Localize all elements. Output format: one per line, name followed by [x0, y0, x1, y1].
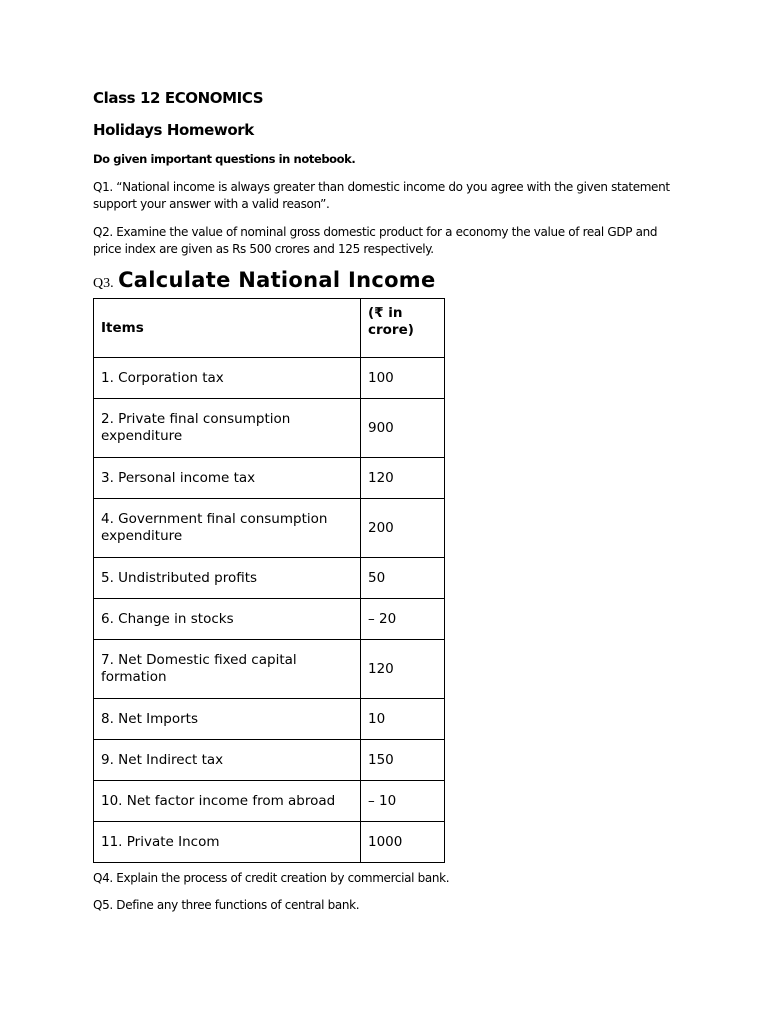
row-item: 1. Corporation tax [94, 358, 361, 399]
national-income-table [93, 298, 445, 863]
table-row [94, 499, 445, 558]
row-value: – 20 [361, 599, 445, 640]
question-3-title: Calculate National Income [118, 268, 436, 292]
row-value: 100 [361, 358, 445, 399]
table-row [94, 399, 445, 458]
row-value: 900 [361, 399, 445, 458]
row-value: 120 [361, 640, 445, 699]
row-value: 50 [361, 558, 445, 599]
header-value: (₹ in crore) [361, 299, 445, 358]
row-value: – 10 [361, 781, 445, 822]
question-5: Q5. Define any three functions of central bank. [93, 898, 360, 912]
row-item: 10. Net factor income from abroad [94, 781, 361, 822]
question-3-label: Q3. [93, 276, 114, 291]
table-row [94, 781, 445, 822]
row-item: 11. Private Incom [94, 822, 361, 863]
table-row [94, 558, 445, 599]
question-2: Q2. Examine the value of nominal gross domestic product for a economy the value of real GDP and price index are given as Rs 500 crores and 125 respectively. [93, 225, 658, 256]
row-item: 6. Change in stocks [94, 599, 361, 640]
row-item: 3. Personal income tax [94, 458, 361, 499]
header-items: Items [94, 299, 361, 358]
table-row [94, 599, 445, 640]
row-value: 150 [361, 740, 445, 781]
row-value: 1000 [361, 822, 445, 863]
question-1: Q1. “National income is always greater than domestic income do you agree with the given statement support your answer with a valid reason”. [93, 180, 670, 211]
question-3-heading [93, 268, 436, 292]
row-value: 120 [361, 458, 445, 499]
homework-title: Holidays Homework [93, 121, 254, 139]
class-title: Class 12 ECONOMICS [93, 89, 264, 107]
row-item: 5. Undistributed profits [94, 558, 361, 599]
row-item: 7. Net Domestic fixed capital formation [94, 640, 361, 699]
table-header-row [94, 299, 445, 358]
question-4: Q4. Explain the process of credit creation by commercial bank. [93, 871, 450, 885]
table-row [94, 640, 445, 699]
table-row [94, 699, 445, 740]
row-value: 200 [361, 499, 445, 558]
table-row [94, 740, 445, 781]
table-row [94, 458, 445, 499]
row-item: 8. Net Imports [94, 699, 361, 740]
table-row [94, 358, 445, 399]
row-item: 2. Private final consumption expenditure [94, 399, 361, 458]
table-row [94, 822, 445, 863]
row-item: 9. Net Indirect tax [94, 740, 361, 781]
row-value: 10 [361, 699, 445, 740]
row-item: 4. Government final consumption expenditure [94, 499, 361, 558]
instruction-text: Do given important questions in notebook. [93, 152, 356, 166]
